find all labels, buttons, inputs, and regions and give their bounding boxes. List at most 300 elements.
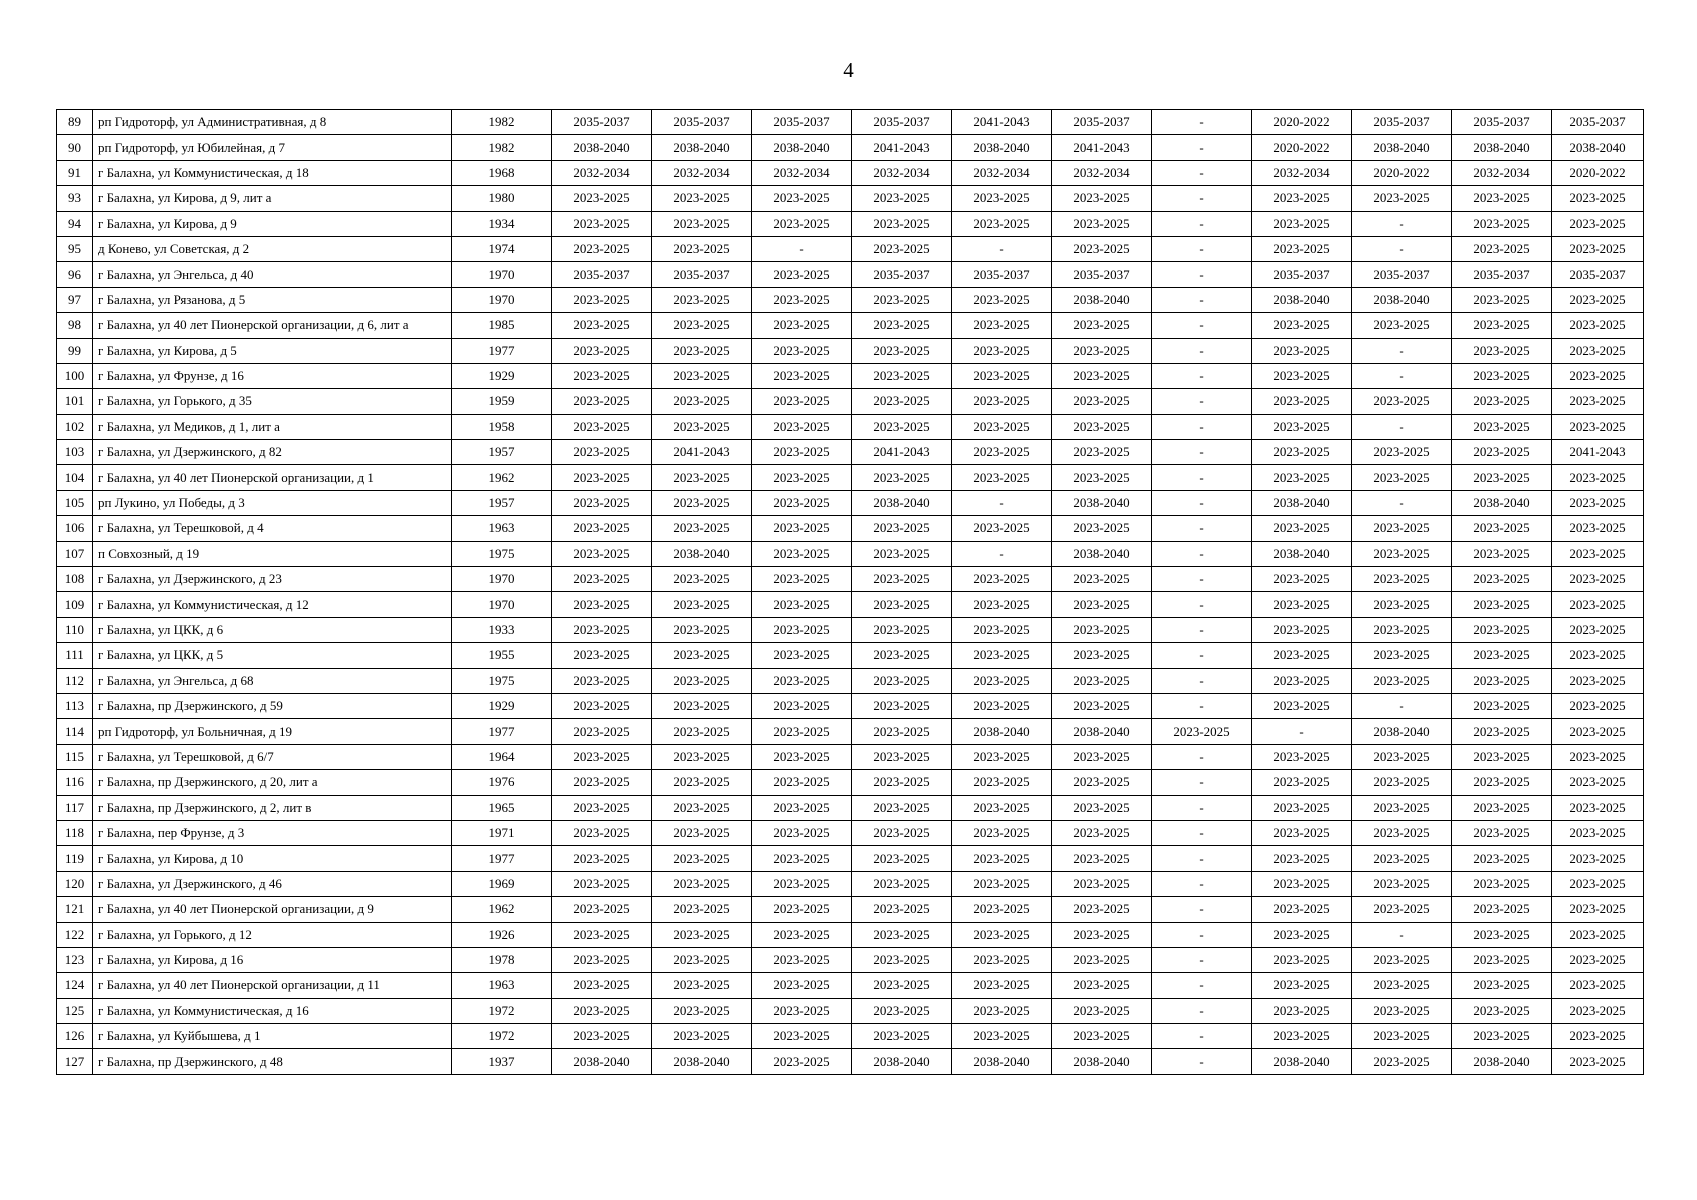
cell-year-built: 1970: [452, 262, 552, 287]
cell-period-6: 2023-2025: [1052, 693, 1152, 718]
cell-year-built: 1977: [452, 846, 552, 871]
table-row: [57, 592, 1644, 617]
cell-period-7: -: [1152, 262, 1252, 287]
cell-period-6: 2023-2025: [1052, 871, 1152, 896]
cell-period-1: 2023-2025: [552, 440, 652, 465]
cell-period-5: 2041-2043: [952, 110, 1052, 135]
cell-address: г Балахна, ул ЦКК, д 6: [93, 617, 452, 642]
cell-period-4: 2023-2025: [852, 592, 952, 617]
cell-period-11: 2020-2022: [1552, 160, 1644, 185]
cell-period-10: 2023-2025: [1452, 973, 1552, 998]
cell-period-11: 2023-2025: [1552, 338, 1644, 363]
cell-period-10: 2023-2025: [1452, 846, 1552, 871]
cell-period-5: 2023-2025: [952, 795, 1052, 820]
cell-period-10: 2023-2025: [1452, 414, 1552, 439]
cell-period-7: -: [1152, 744, 1252, 769]
cell-period-6: 2035-2037: [1052, 110, 1152, 135]
cell-period-1: 2023-2025: [552, 643, 652, 668]
cell-period-7: -: [1152, 287, 1252, 312]
cell-period-11: 2023-2025: [1552, 871, 1644, 896]
cell-period-2: 2023-2025: [652, 668, 752, 693]
cell-period-3: 2023-2025: [752, 313, 852, 338]
cell-period-4: 2023-2025: [852, 947, 952, 972]
cell-period-8: 2023-2025: [1252, 998, 1352, 1023]
cell-period-7: -: [1152, 389, 1252, 414]
cell-period-5: -: [952, 236, 1052, 261]
cell-year-built: 1958: [452, 414, 552, 439]
cell-period-8: 2032-2034: [1252, 160, 1352, 185]
cell-period-10: 2023-2025: [1452, 617, 1552, 642]
cell-period-9: -: [1352, 363, 1452, 388]
cell-period-4: 2023-2025: [852, 795, 952, 820]
cell-period-9: 2023-2025: [1352, 998, 1452, 1023]
cell-period-10: 2023-2025: [1452, 592, 1552, 617]
cell-period-10: 2023-2025: [1452, 567, 1552, 592]
cell-year-built: 1974: [452, 236, 552, 261]
cell-address: г Балахна, ул Дзержинского, д 82: [93, 440, 452, 465]
cell-period-6: 2023-2025: [1052, 973, 1152, 998]
cell-address: г Балахна, ул Кирова, д 9, лит а: [93, 186, 452, 211]
cell-period-9: 2023-2025: [1352, 947, 1452, 972]
cell-period-10: 2023-2025: [1452, 643, 1552, 668]
cell-period-11: 2023-2025: [1552, 668, 1644, 693]
cell-period-3: 2023-2025: [752, 440, 852, 465]
cell-period-7: -: [1152, 897, 1252, 922]
table-row: [57, 338, 1644, 363]
cell-period-4: 2023-2025: [852, 363, 952, 388]
cell-address: г Балахна, ул ЦКК, д 5: [93, 643, 452, 668]
cell-period-4: 2023-2025: [852, 719, 952, 744]
cell-period-11: 2041-2043: [1552, 440, 1644, 465]
cell-period-11: 2023-2025: [1552, 922, 1644, 947]
cell-period-8: 2023-2025: [1252, 693, 1352, 718]
cell-period-7: -: [1152, 770, 1252, 795]
cell-period-8: 2023-2025: [1252, 871, 1352, 896]
table-row: [57, 744, 1644, 769]
cell-period-3: 2023-2025: [752, 795, 852, 820]
cell-period-3: 2038-2040: [752, 135, 852, 160]
cell-period-8: 2023-2025: [1252, 567, 1352, 592]
cell-period-5: 2023-2025: [952, 465, 1052, 490]
table-row: [57, 998, 1644, 1023]
cell-year-built: 1982: [452, 135, 552, 160]
cell-period-9: 2023-2025: [1352, 820, 1452, 845]
cell-address: г Балахна, ул 40 лет Пионерской организации, д 1: [93, 465, 452, 490]
cell-address: г Балахна, ул Кирова, д 10: [93, 846, 452, 871]
cell-period-5: 2023-2025: [952, 668, 1052, 693]
table-row: [57, 186, 1644, 211]
cell-period-4: 2023-2025: [852, 643, 952, 668]
cell-period-7: -: [1152, 211, 1252, 236]
cell-year-built: 1970: [452, 592, 552, 617]
cell-period-10: 2023-2025: [1452, 1024, 1552, 1049]
cell-period-3: 2023-2025: [752, 947, 852, 972]
table-row: [57, 490, 1644, 515]
cell-period-4: 2023-2025: [852, 897, 952, 922]
cell-period-3: 2023-2025: [752, 744, 852, 769]
cell-period-6: 2023-2025: [1052, 313, 1152, 338]
cell-period-10: 2038-2040: [1452, 135, 1552, 160]
cell-period-11: 2035-2037: [1552, 110, 1644, 135]
cell-period-3: 2023-2025: [752, 338, 852, 363]
cell-period-3: 2032-2034: [752, 160, 852, 185]
cell-year-built: 1985: [452, 313, 552, 338]
cell-period-5: 2023-2025: [952, 617, 1052, 642]
table-row: [57, 693, 1644, 718]
cell-period-3: 2023-2025: [752, 897, 852, 922]
cell-period-10: 2023-2025: [1452, 998, 1552, 1023]
cell-address: г Балахна, пр Дзержинского, д 48: [93, 1049, 452, 1074]
cell-period-2: 2023-2025: [652, 947, 752, 972]
cell-period-2: 2032-2034: [652, 160, 752, 185]
cell-address: г Балахна, ул Терешковой, д 6/7: [93, 744, 452, 769]
cell-period-6: 2023-2025: [1052, 567, 1152, 592]
cell-period-3: 2023-2025: [752, 262, 852, 287]
cell-year-built: 1957: [452, 490, 552, 515]
table-row: [57, 516, 1644, 541]
cell-period-2: 2023-2025: [652, 363, 752, 388]
cell-period-6: 2023-2025: [1052, 363, 1152, 388]
cell-address: г Балахна, ул Медиков, д 1, лит а: [93, 414, 452, 439]
cell-row-number: 89: [57, 110, 93, 135]
table-row: [57, 973, 1644, 998]
cell-row-number: 99: [57, 338, 93, 363]
cell-period-7: -: [1152, 592, 1252, 617]
cell-row-number: 96: [57, 262, 93, 287]
cell-row-number: 125: [57, 998, 93, 1023]
cell-year-built: 1965: [452, 795, 552, 820]
cell-period-7: -: [1152, 998, 1252, 1023]
cell-period-4: 2023-2025: [852, 465, 952, 490]
cell-period-3: 2023-2025: [752, 287, 852, 312]
table-row: [57, 871, 1644, 896]
cell-address: г Балахна, пр Дзержинского, д 59: [93, 693, 452, 718]
cell-period-1: 2023-2025: [552, 313, 652, 338]
cell-period-9: 2023-2025: [1352, 744, 1452, 769]
cell-address: г Балахна, ул 40 лет Пионерской организации, д 9: [93, 897, 452, 922]
cell-period-9: 2023-2025: [1352, 897, 1452, 922]
cell-row-number: 90: [57, 135, 93, 160]
cell-period-3: 2023-2025: [752, 693, 852, 718]
cell-period-10: 2023-2025: [1452, 770, 1552, 795]
cell-row-number: 91: [57, 160, 93, 185]
cell-period-11: 2023-2025: [1552, 1049, 1644, 1074]
cell-period-7: -: [1152, 846, 1252, 871]
cell-period-11: 2023-2025: [1552, 211, 1644, 236]
cell-row-number: 119: [57, 846, 93, 871]
cell-period-4: 2041-2043: [852, 440, 952, 465]
cell-period-2: 2023-2025: [652, 490, 752, 515]
cell-period-5: 2023-2025: [952, 744, 1052, 769]
cell-period-9: -: [1352, 211, 1452, 236]
cell-period-4: 2023-2025: [852, 236, 952, 261]
cell-period-5: 2023-2025: [952, 770, 1052, 795]
cell-period-2: 2035-2037: [652, 262, 752, 287]
cell-period-11: 2023-2025: [1552, 846, 1644, 871]
cell-period-8: 2023-2025: [1252, 617, 1352, 642]
cell-period-8: 2023-2025: [1252, 592, 1352, 617]
cell-period-8: 2023-2025: [1252, 440, 1352, 465]
cell-year-built: 1978: [452, 947, 552, 972]
cell-row-number: 117: [57, 795, 93, 820]
cell-period-5: 2035-2037: [952, 262, 1052, 287]
cell-period-1: 2035-2037: [552, 110, 652, 135]
cell-period-2: 2023-2025: [652, 313, 752, 338]
cell-address: г Балахна, ул Коммунистическая, д 12: [93, 592, 452, 617]
cell-period-11: 2023-2025: [1552, 973, 1644, 998]
cell-address: г Балахна, ул Рязанова, д 5: [93, 287, 452, 312]
cell-period-2: 2038-2040: [652, 135, 752, 160]
cell-period-2: 2038-2040: [652, 1049, 752, 1074]
cell-period-6: 2023-2025: [1052, 770, 1152, 795]
cell-period-8: 2023-2025: [1252, 897, 1352, 922]
cell-period-9: 2023-2025: [1352, 465, 1452, 490]
cell-period-9: 2023-2025: [1352, 592, 1452, 617]
cell-period-11: 2023-2025: [1552, 567, 1644, 592]
cell-period-6: 2023-2025: [1052, 617, 1152, 642]
cell-period-3: 2023-2025: [752, 592, 852, 617]
cell-period-3: 2023-2025: [752, 998, 852, 1023]
cell-period-11: 2023-2025: [1552, 465, 1644, 490]
cell-period-6: 2023-2025: [1052, 1024, 1152, 1049]
cell-period-2: 2023-2025: [652, 744, 752, 769]
cell-period-7: -: [1152, 465, 1252, 490]
cell-row-number: 118: [57, 820, 93, 845]
cell-period-9: 2023-2025: [1352, 186, 1452, 211]
cell-period-5: 2023-2025: [952, 871, 1052, 896]
cell-period-1: 2023-2025: [552, 516, 652, 541]
cell-period-4: 2023-2025: [852, 617, 952, 642]
cell-period-10: 2023-2025: [1452, 186, 1552, 211]
cell-period-6: 2023-2025: [1052, 744, 1152, 769]
cell-period-4: 2023-2025: [852, 820, 952, 845]
cell-period-4: 2023-2025: [852, 287, 952, 312]
cell-period-1: 2023-2025: [552, 897, 652, 922]
cell-period-8: 2023-2025: [1252, 186, 1352, 211]
cell-period-3: 2023-2025: [752, 820, 852, 845]
cell-period-11: 2023-2025: [1552, 897, 1644, 922]
cell-row-number: 127: [57, 1049, 93, 1074]
cell-period-4: 2023-2025: [852, 567, 952, 592]
cell-period-10: 2023-2025: [1452, 389, 1552, 414]
cell-period-5: 2023-2025: [952, 287, 1052, 312]
cell-period-9: 2023-2025: [1352, 668, 1452, 693]
cell-period-5: 2023-2025: [952, 1024, 1052, 1049]
cell-period-3: 2023-2025: [752, 414, 852, 439]
table-row: [57, 440, 1644, 465]
cell-period-1: 2038-2040: [552, 1049, 652, 1074]
cell-period-8: 2023-2025: [1252, 643, 1352, 668]
cell-period-5: 2023-2025: [952, 643, 1052, 668]
cell-period-2: 2023-2025: [652, 414, 752, 439]
cell-period-7: -: [1152, 1024, 1252, 1049]
cell-address: рп Гидроторф, ул Административная, д 8: [93, 110, 452, 135]
cell-period-4: 2038-2040: [852, 490, 952, 515]
cell-period-11: 2023-2025: [1552, 820, 1644, 845]
cell-address: г Балахна, ул Дзержинского, д 46: [93, 871, 452, 896]
cell-period-4: 2023-2025: [852, 516, 952, 541]
cell-year-built: 1937: [452, 1049, 552, 1074]
cell-period-2: 2023-2025: [652, 719, 752, 744]
cell-period-9: 2023-2025: [1352, 973, 1452, 998]
cell-period-1: 2038-2040: [552, 135, 652, 160]
cell-year-built: 1929: [452, 693, 552, 718]
cell-period-5: 2023-2025: [952, 211, 1052, 236]
cell-period-11: 2023-2025: [1552, 643, 1644, 668]
table-row: [57, 160, 1644, 185]
cell-year-built: 1964: [452, 744, 552, 769]
cell-row-number: 111: [57, 643, 93, 668]
cell-period-5: 2023-2025: [952, 363, 1052, 388]
cell-period-1: 2023-2025: [552, 846, 652, 871]
cell-period-10: 2023-2025: [1452, 440, 1552, 465]
cell-address: д Конево, ул Советская, д 2: [93, 236, 452, 261]
cell-year-built: 1980: [452, 186, 552, 211]
cell-period-1: 2023-2025: [552, 820, 652, 845]
cell-period-8: 2038-2040: [1252, 287, 1352, 312]
cell-period-10: 2023-2025: [1452, 541, 1552, 566]
cell-period-6: 2023-2025: [1052, 465, 1152, 490]
cell-period-7: -: [1152, 567, 1252, 592]
cell-year-built: 1959: [452, 389, 552, 414]
cell-period-4: 2038-2040: [852, 1049, 952, 1074]
cell-period-11: 2023-2025: [1552, 719, 1644, 744]
cell-period-1: 2023-2025: [552, 871, 652, 896]
cell-period-9: 2020-2022: [1352, 160, 1452, 185]
cell-period-1: 2023-2025: [552, 795, 652, 820]
cell-period-3: 2023-2025: [752, 846, 852, 871]
cell-period-1: 2023-2025: [552, 541, 652, 566]
table-row: [57, 313, 1644, 338]
cell-period-2: 2041-2043: [652, 440, 752, 465]
cell-row-number: 101: [57, 389, 93, 414]
cell-period-1: 2023-2025: [552, 998, 652, 1023]
cell-period-5: 2023-2025: [952, 414, 1052, 439]
table-row: [57, 795, 1644, 820]
cell-period-10: 2035-2037: [1452, 262, 1552, 287]
cell-period-11: 2023-2025: [1552, 744, 1644, 769]
cell-period-3: 2023-2025: [752, 1049, 852, 1074]
cell-period-8: 2023-2025: [1252, 389, 1352, 414]
cell-period-8: 2023-2025: [1252, 363, 1352, 388]
cell-row-number: 104: [57, 465, 93, 490]
cell-period-8: 2023-2025: [1252, 973, 1352, 998]
table-row: [57, 135, 1644, 160]
cell-period-3: 2023-2025: [752, 1024, 852, 1049]
cell-period-1: 2023-2025: [552, 922, 652, 947]
cell-period-11: 2035-2037: [1552, 262, 1644, 287]
cell-period-6: 2023-2025: [1052, 922, 1152, 947]
cell-address: г Балахна, ул Терешковой, д 4: [93, 516, 452, 541]
cell-period-1: 2023-2025: [552, 211, 652, 236]
table-row: [57, 1049, 1644, 1074]
cell-period-6: 2023-2025: [1052, 338, 1152, 363]
cell-period-10: 2035-2037: [1452, 110, 1552, 135]
table-row: [57, 414, 1644, 439]
cell-row-number: 116: [57, 770, 93, 795]
cell-period-8: 2023-2025: [1252, 922, 1352, 947]
cell-row-number: 114: [57, 719, 93, 744]
cell-period-9: 2023-2025: [1352, 1024, 1452, 1049]
cell-period-8: 2020-2022: [1252, 110, 1352, 135]
cell-period-4: 2023-2025: [852, 744, 952, 769]
cell-period-5: 2038-2040: [952, 719, 1052, 744]
cell-period-11: 2023-2025: [1552, 236, 1644, 261]
cell-period-2: 2035-2037: [652, 110, 752, 135]
cell-period-11: 2023-2025: [1552, 389, 1644, 414]
cell-period-10: 2023-2025: [1452, 313, 1552, 338]
cell-period-4: 2023-2025: [852, 541, 952, 566]
cell-period-7: -: [1152, 947, 1252, 972]
cell-address: рп Лукино, ул Победы, д 3: [93, 490, 452, 515]
cell-year-built: 1977: [452, 719, 552, 744]
cell-period-7: -: [1152, 490, 1252, 515]
cell-period-1: 2023-2025: [552, 338, 652, 363]
cell-period-5: 2023-2025: [952, 897, 1052, 922]
cell-period-10: 2023-2025: [1452, 795, 1552, 820]
cell-period-5: 2023-2025: [952, 186, 1052, 211]
cell-year-built: 1970: [452, 567, 552, 592]
cell-period-1: 2023-2025: [552, 592, 652, 617]
cell-period-1: 2023-2025: [552, 465, 652, 490]
cell-row-number: 107: [57, 541, 93, 566]
cell-period-3: 2023-2025: [752, 465, 852, 490]
cell-address: г Балахна, ул Энгельса, д 68: [93, 668, 452, 693]
cell-period-7: -: [1152, 973, 1252, 998]
cell-period-5: -: [952, 541, 1052, 566]
cell-year-built: 1963: [452, 516, 552, 541]
cell-period-4: 2023-2025: [852, 693, 952, 718]
cell-period-11: 2023-2025: [1552, 516, 1644, 541]
table-row: [57, 643, 1644, 668]
cell-period-2: 2023-2025: [652, 389, 752, 414]
cell-period-8: 2023-2025: [1252, 820, 1352, 845]
cell-period-10: 2023-2025: [1452, 871, 1552, 896]
cell-period-6: 2023-2025: [1052, 414, 1152, 439]
table-row: [57, 1024, 1644, 1049]
cell-period-5: 2023-2025: [952, 846, 1052, 871]
cell-period-6: 2023-2025: [1052, 947, 1152, 972]
cell-period-5: 2032-2034: [952, 160, 1052, 185]
cell-period-2: 2023-2025: [652, 211, 752, 236]
cell-address: г Балахна, ул Коммунистическая, д 16: [93, 998, 452, 1023]
overhaul-schedule-table: [56, 109, 1644, 1075]
cell-period-1: 2023-2025: [552, 363, 652, 388]
cell-year-built: 1933: [452, 617, 552, 642]
cell-period-6: 2023-2025: [1052, 846, 1152, 871]
cell-period-2: 2023-2025: [652, 820, 752, 845]
cell-period-3: 2023-2025: [752, 643, 852, 668]
cell-period-8: 2023-2025: [1252, 795, 1352, 820]
cell-period-9: 2023-2025: [1352, 770, 1452, 795]
cell-period-5: 2023-2025: [952, 973, 1052, 998]
cell-period-7: -: [1152, 922, 1252, 947]
cell-address: г Балахна, ул Горького, д 12: [93, 922, 452, 947]
cell-period-6: 2023-2025: [1052, 592, 1152, 617]
table-row: [57, 465, 1644, 490]
cell-period-8: 2023-2025: [1252, 516, 1352, 541]
cell-period-6: 2023-2025: [1052, 668, 1152, 693]
cell-period-5: 2038-2040: [952, 1049, 1052, 1074]
cell-period-9: -: [1352, 338, 1452, 363]
cell-period-2: 2023-2025: [652, 693, 752, 718]
cell-row-number: 102: [57, 414, 93, 439]
cell-period-7: -: [1152, 643, 1252, 668]
cell-year-built: 1971: [452, 820, 552, 845]
cell-row-number: 105: [57, 490, 93, 515]
cell-row-number: 110: [57, 617, 93, 642]
cell-period-3: 2023-2025: [752, 363, 852, 388]
